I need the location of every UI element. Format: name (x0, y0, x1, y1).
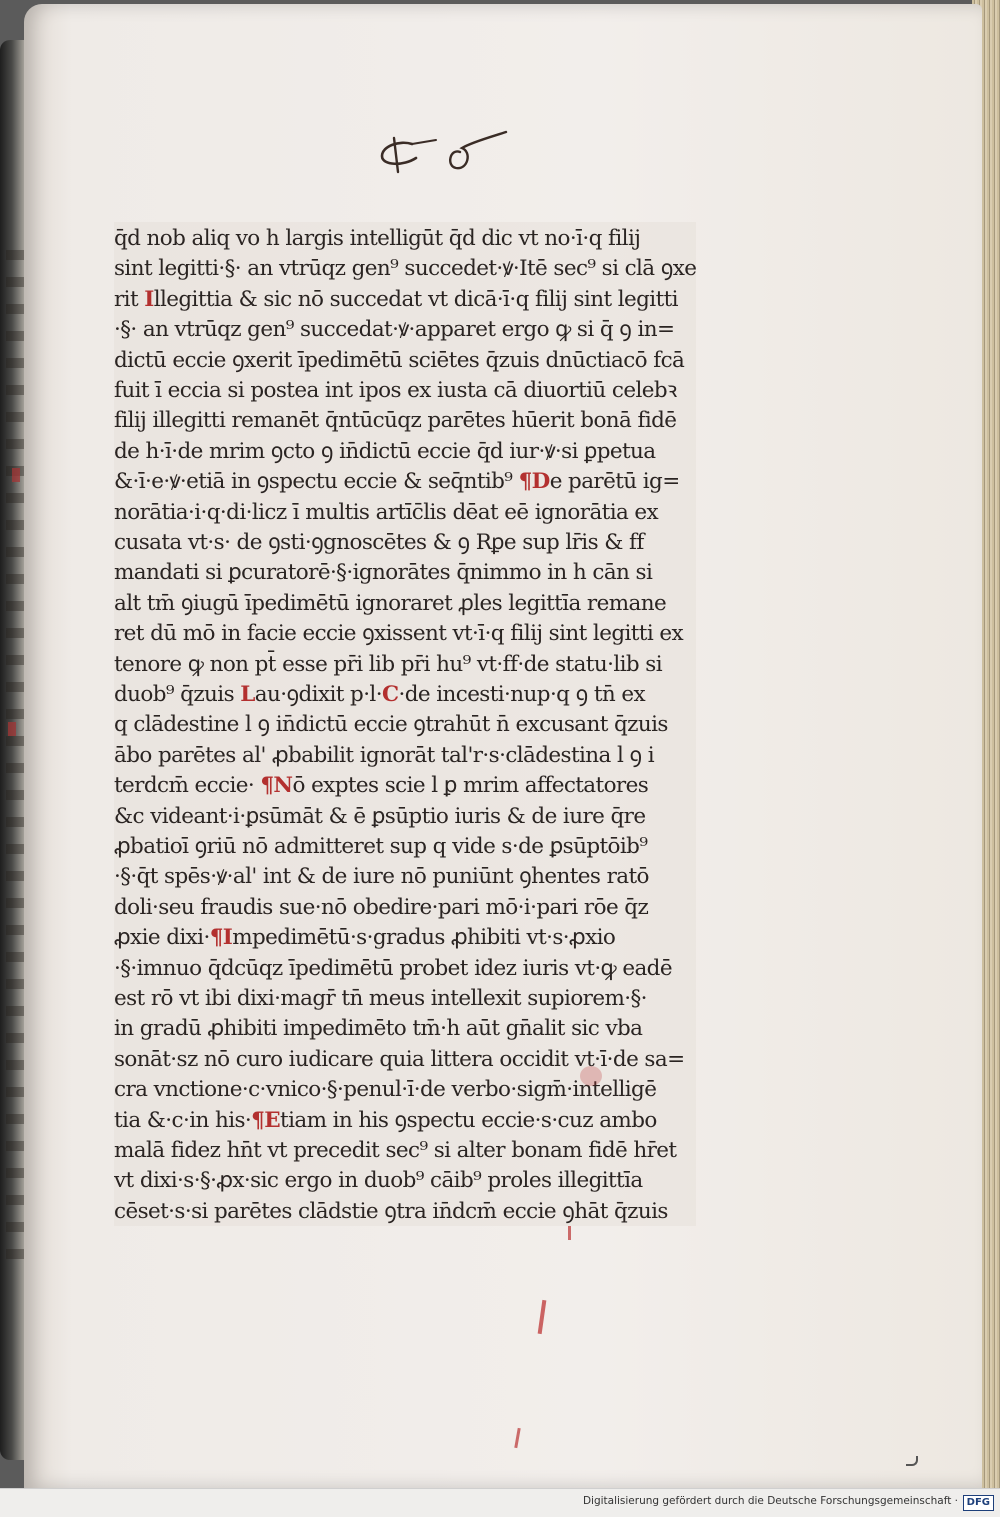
text-line (114, 374, 696, 408)
red-ink-mark (514, 1428, 520, 1448)
rubric-initial: ¶D (518, 469, 550, 495)
red-ink-mark (538, 1300, 547, 1334)
text-run: duob⁹ q̄zuis (114, 682, 241, 707)
rubric-initial: ¶E (251, 1107, 281, 1133)
text-line (114, 617, 696, 651)
text-run: &c videant·i·ꝑsūmāt & ē ꝑsūptio iuris & de iure q̄re (114, 803, 646, 829)
text-run: mandati si ꝑcuratorē·§·ignorātes q̄nimmo in h cān si (114, 560, 653, 586)
text-line (114, 1073, 696, 1107)
text-run: cra vnctione·c·vnico·§·penul·ī·de verbo·sigm̄·intelligē (114, 1077, 657, 1103)
text-run: est rō vt ibi dixi·magr̄ tn̄ meus intellexit supiorem·§· (114, 986, 647, 1011)
text-run: in gradū ꝓhibiti impedimēto tm̄·h aūt gn̄alit sic vba (114, 1016, 643, 1042)
text-column (114, 222, 696, 1226)
rubric-initial: C (381, 682, 399, 707)
footer-bar (0, 1488, 1000, 1517)
text-line (114, 222, 696, 256)
text-run: tiam in his ꝯspectu eccie·s·cuz ambo (280, 1107, 657, 1133)
text-line (114, 982, 696, 1016)
page-corner-mark (906, 1456, 918, 1466)
text-line (114, 313, 696, 347)
text-run: ꝓbatioī ꝯriū nō admitteret sup q vide s·de ꝑsūptōib⁹ (114, 834, 648, 859)
text-line (114, 526, 696, 560)
text-line (114, 921, 696, 955)
text-run: cēset·s·si parētes clādstie ꝯtra in̄dcm̄ eccie ꝯhāt q̄zuis (114, 1198, 668, 1224)
text-run: malā fidez hn̄t vt precedit sec⁹ si alter bonam fidē hr̄et (114, 1138, 677, 1163)
text-line (114, 1164, 696, 1198)
text-run: alt tm̄ ꝯiugū īpedimētū ignoraret ꝓles legittīa remane (114, 590, 667, 616)
text-line (114, 404, 696, 438)
text-line (114, 435, 696, 469)
text-line (114, 1195, 696, 1229)
text-run: norātia·i·q·di·licz ī multis artīc̄lis dēat eē ignorātia ex (114, 499, 659, 525)
text-run: q̄d nob aliq vo h largis intelligūt q̄d dic vt no·ī·q filij (114, 226, 641, 251)
text-run: ō exptes scie l ꝑ mrim affectatores (292, 773, 649, 799)
text-line (114, 952, 696, 986)
text-run: e parētū ig= (549, 469, 680, 495)
text-run: sint legitti·§· an vtrūqz gen⁹ succedet·ꝟ·Itē sec⁹ si clā ꝯxe (114, 256, 696, 282)
handwritten-signature-mark (376, 122, 516, 178)
text-run: ret dū mō in facie eccie ꝯxissent vt·ī·q filij sint legitti ex (114, 621, 683, 647)
text-line (114, 1012, 696, 1046)
text-line (114, 556, 696, 590)
funding-credit: Digitalisierung gefördert durch die Deutsche Forschungsgemeinschaft · (582, 1495, 958, 1507)
text-line (114, 1104, 696, 1138)
text-run: de h·ī·de mrim ꝯcto ꝯ in̄dictū eccie q̄d iur·ꝟ·si ꝑpetua (114, 438, 656, 464)
text-run: filij illegitti remanēt q̄ntūcūqz parētes hūerit bonā fidē (114, 408, 677, 434)
text-run: &·ī·e·ꝟ·etiā in ꝯspectu eccie & seq̄ntib⁹ (114, 469, 519, 495)
text-run: q clādestine l ꝯ in̄dictū eccie ꝯtrahūt n̄ excusant q̄zuis (114, 712, 668, 738)
text-line (114, 860, 696, 894)
book-page (24, 4, 982, 1488)
text-run: ·§·q̄t spēs·ꝟ·al' int & de iure nō puniūnt ꝯhentes ratō (114, 864, 649, 890)
text-line (114, 769, 696, 803)
red-ink-mark (568, 1226, 571, 1240)
rubric-initial: ¶I (209, 925, 233, 951)
text-run: dictū eccie ꝯxerit īpedimētū sciētes q̄zuis dnūctiacō fcā (114, 347, 685, 373)
text-line (114, 678, 696, 712)
text-run: llegittia & sic nō succedat vt dicā·ī·q filij sint legitti (153, 286, 678, 312)
text-line (114, 648, 696, 682)
text-line (114, 708, 696, 742)
text-run: tia &·c·in his· (114, 1107, 252, 1133)
text-run: tenore ꝙ non pt̄ esse pr̄i lib pr̄i hu⁹ vt·ff·de statu·lib si (114, 651, 662, 677)
text-line (114, 891, 696, 925)
text-run: ·de incesti·nup·q ꝯ tn̄ ex (398, 682, 646, 707)
left-page-rubric-mark (12, 468, 20, 482)
text-run: ·§·imnuo q̄dcūqz īpedimētū probet idez iuris vt·ꝙ eadē (114, 955, 672, 981)
text-run: fuit ī eccia si postea int ipos ex iusta cā diuortiū celebꝛ (114, 378, 677, 403)
text-run: ābo parētes al' ꝓbabilit ignorāt tal'r·s·clādestina l ꝯ i (114, 742, 655, 768)
text-run: sonāt·sz nō curo iudicare quia littera occidit vt·ī·de sa= (114, 1046, 685, 1072)
dfg-logo: DFG (963, 1495, 994, 1511)
left-page-rubric-mark (8, 722, 16, 736)
text-run: ·§· an vtrūqz gen⁹ succedat·ꝟ·apparet ergo ꝙ si q̄ ꝯ in= (114, 317, 675, 343)
text-line (114, 344, 696, 378)
rubric-initial: I (144, 286, 154, 312)
red-ink-smudge (580, 1066, 602, 1086)
rubric-initial: L (240, 682, 255, 707)
text-line (114, 1134, 696, 1168)
text-run: terdcm̄ eccie· (114, 773, 261, 799)
text-line (114, 1043, 696, 1077)
text-line (114, 830, 696, 864)
text-run: mpedimētū·s·gradus ꝓhibiti vt·s·ꝓxio (232, 925, 616, 951)
text-line (114, 465, 696, 499)
text-line (114, 739, 696, 773)
text-run: ꝓxie dixi· (114, 925, 210, 951)
text-line (114, 283, 696, 317)
text-run: au·ꝯdixit p·l· (254, 682, 382, 707)
text-run: doli·seu fraudis sue·nō obedire·pari mō·i·pari rōe q̄z (114, 894, 649, 920)
text-line (114, 800, 696, 834)
text-line (114, 587, 696, 621)
text-run: cusata vt·s· de ꝯsti·ꝯgnoscētes & ꝯ Rꝑe sup lr̄is & ff (114, 530, 644, 555)
text-line (114, 252, 696, 286)
text-run: vt dixi·s·§·ꝓx·sic ergo in duob⁹ cāib⁹ proles illegittīa (114, 1168, 643, 1194)
text-run: rit (114, 286, 145, 312)
text-line (114, 496, 696, 530)
rubric-initial: ¶N (260, 773, 293, 799)
